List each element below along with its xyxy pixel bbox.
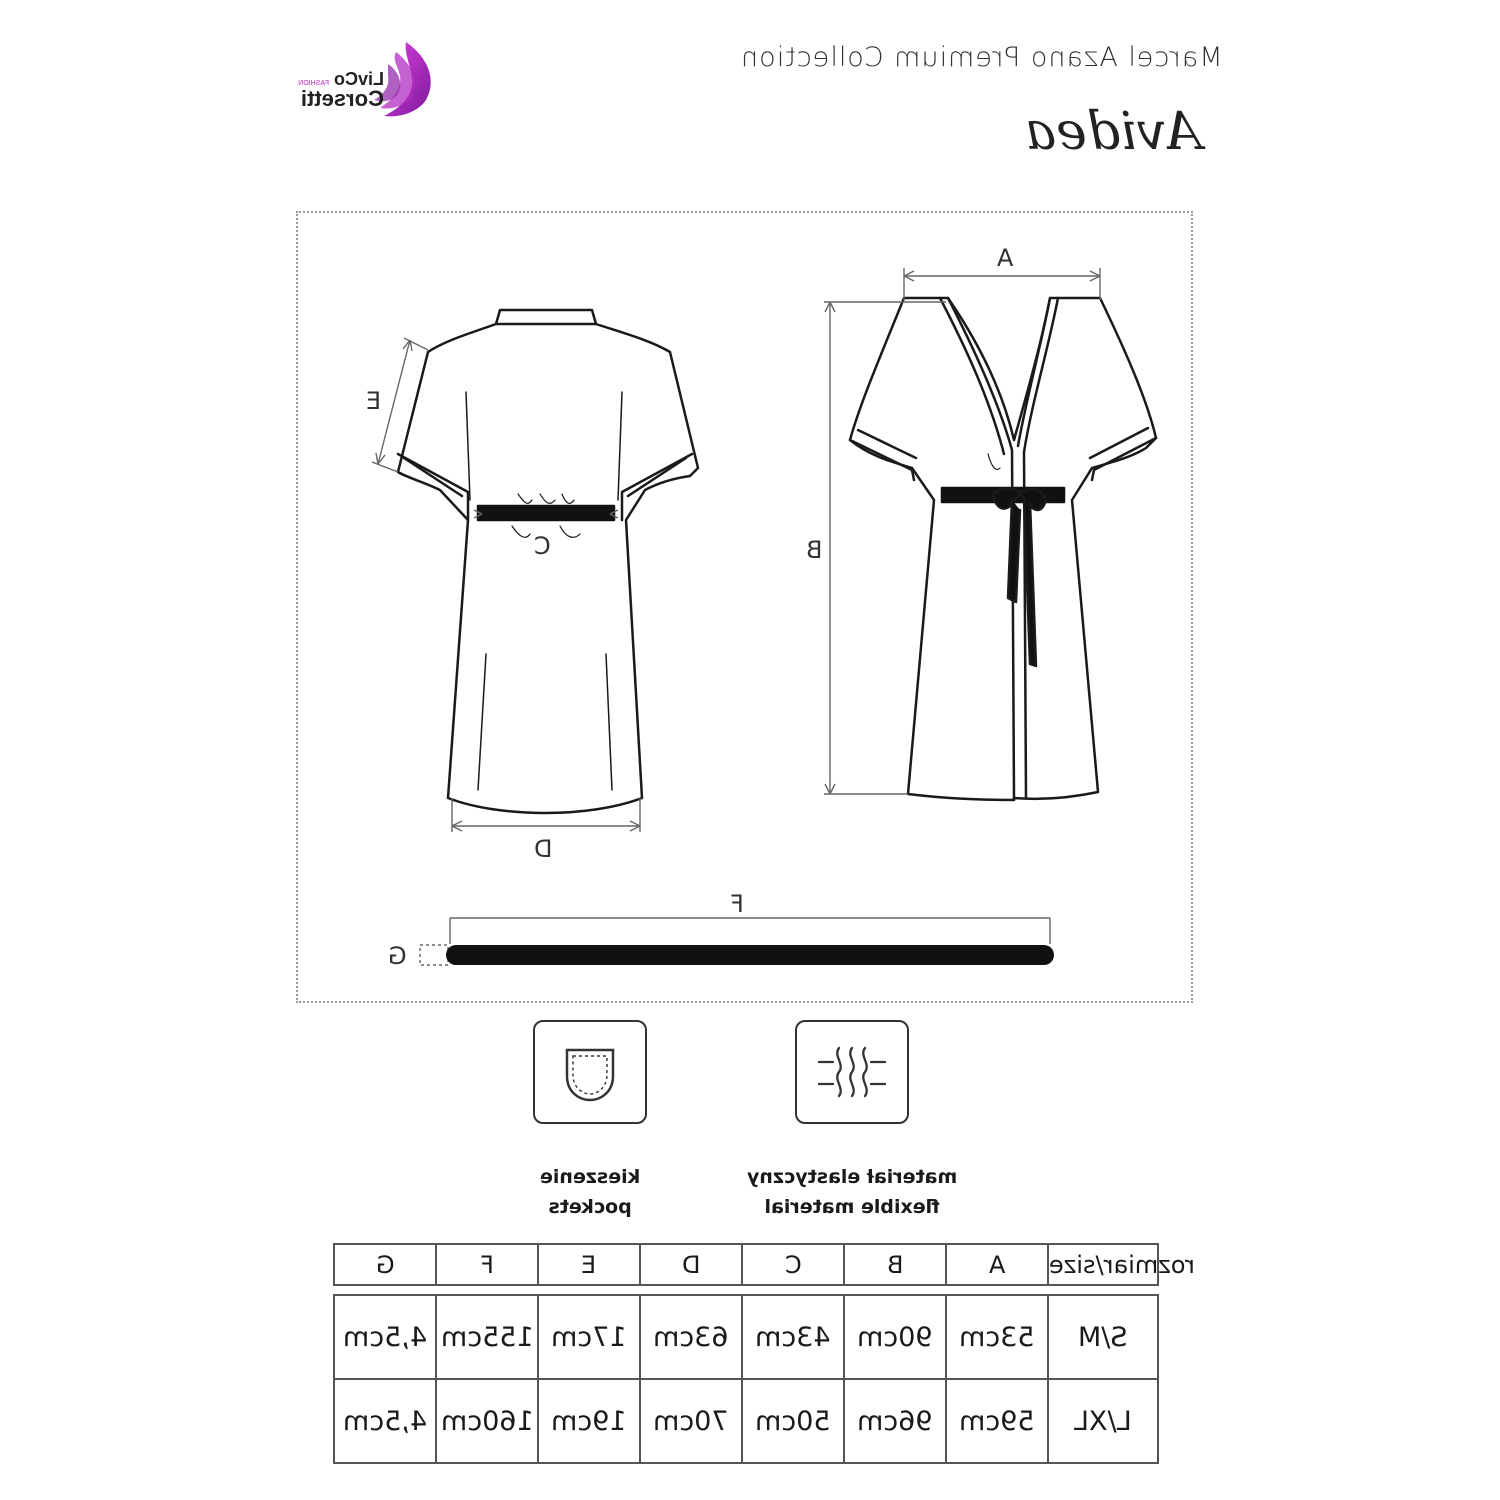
table-cell: 50cm [742, 1379, 844, 1463]
label-e: E [366, 387, 382, 415]
table-header-row [334, 1244, 1158, 1285]
table-cell: 155cm [436, 1295, 538, 1379]
header-cell-size: rozmiar/size [1048, 1244, 1158, 1285]
logo-tag: FASHION [298, 80, 329, 87]
header-cell-c: C [742, 1244, 844, 1285]
table-cell: 4,5cm [334, 1379, 436, 1463]
brand-logo-wordmark [292, 70, 384, 110]
collection-subtitle-text: Marcel Azano Premium Collection [740, 42, 1223, 73]
table-cell: 53cm [946, 1295, 1048, 1379]
flexible-label-pl: materiał elastyczny [747, 1166, 958, 1188]
header-cell-f: F [436, 1244, 538, 1285]
flexible-material-icon [797, 1022, 907, 1122]
table-cell: 63cm [640, 1295, 742, 1379]
label-f: F [730, 890, 744, 918]
product-name-text: Avidea [1025, 102, 1202, 162]
logo-line1: LivCo [333, 69, 384, 89]
pocket-label-en: pockets [548, 1196, 632, 1218]
table-cell: 19cm [538, 1379, 640, 1463]
product-name [1025, 102, 1210, 172]
logo-line2: Corsetti [300, 86, 384, 111]
header-cell-a: A [946, 1244, 1048, 1285]
label-b: B [806, 536, 823, 564]
header-cell-g: G [334, 1244, 436, 1285]
header-cell-b: B [844, 1244, 946, 1285]
brand-logo [288, 38, 448, 123]
pocket-icon [535, 1022, 645, 1122]
label-a: A [997, 244, 1014, 272]
measurement-diagram-frame [296, 211, 1193, 1003]
flexible-label-en: flexible material [764, 1196, 941, 1218]
size-table [333, 1243, 1195, 1464]
flexible-feature-box [795, 1020, 909, 1124]
table-cell: 96cm [844, 1379, 946, 1463]
label-d: D [534, 835, 553, 863]
table-cell: 59cm [946, 1379, 1048, 1463]
label-c: C [534, 532, 551, 560]
label-g: G [388, 942, 407, 970]
table-cell-size: L/XL [1048, 1379, 1158, 1463]
table-cell: 43cm [742, 1295, 844, 1379]
table-cell: 70cm [640, 1379, 742, 1463]
collection-subtitle [740, 42, 1223, 76]
pocket-label-pl: kieszenie [539, 1166, 641, 1188]
table-cell: 90cm [844, 1295, 946, 1379]
table-row [334, 1295, 1158, 1379]
table-cell-size: S/M [1048, 1295, 1158, 1379]
table-spacer [334, 1285, 1158, 1295]
table-row [334, 1379, 1158, 1463]
pocket-feature-label [480, 1162, 700, 1222]
flexible-feature-label [730, 1162, 975, 1222]
table-cell: 4,5cm [334, 1295, 436, 1379]
table-cell: 17cm [538, 1295, 640, 1379]
pocket-feature-box [533, 1020, 647, 1124]
header-cell-e: E [538, 1244, 640, 1285]
header-cell-d: D [640, 1244, 742, 1285]
table-cell: 160cm [436, 1379, 538, 1463]
